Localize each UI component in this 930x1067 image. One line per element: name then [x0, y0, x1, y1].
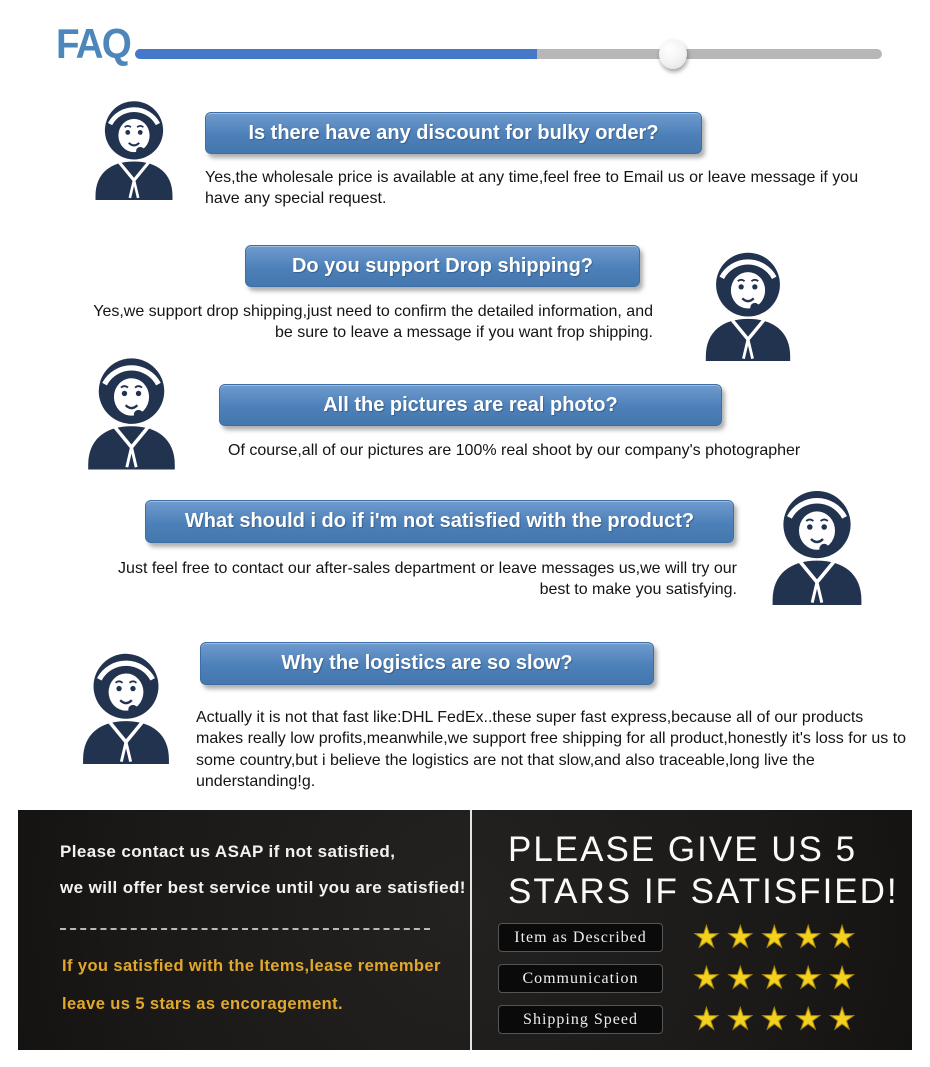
star-icon[interactable]: ★ [794, 920, 822, 954]
feedback-banner [18, 810, 912, 1050]
star-icon[interactable]: ★ [828, 1002, 856, 1036]
support-agent-icon [688, 247, 808, 361]
support-agent-icon [68, 645, 184, 767]
star-icon[interactable]: ★ [693, 1002, 720, 1036]
support-agent-icon [757, 484, 877, 606]
question-button-5[interactable]: Why the logistics are so slow? [200, 642, 654, 685]
progress-slider [135, 49, 882, 59]
answer-text-4: Just feel free to contact our after-sales department or leave messages us,we will try our best to make you satisfying. [118, 560, 737, 599]
rating-row-communication [498, 961, 856, 995]
dashed-separator [60, 928, 430, 930]
banner-note-white-2: we will offer best service until you are satisfied! [60, 878, 466, 897]
star-icon[interactable]: ★ [760, 920, 788, 954]
page-title: FAQ [56, 20, 130, 67]
answer-text-5: Actually it is not that fast like:DHL FedEx..these super fast express,because all of our products makes really low profits,meanwhile,we support free shipping for all product,honestly it's loss for us to some country,but i believe the logistics are not that slow,and also traceable,long live the understanding!g. [196, 709, 907, 790]
star-icon[interactable]: ★ [760, 1002, 788, 1036]
star-icon[interactable]: ★ [828, 961, 856, 995]
answer-text-3: Of course,all of our pictures are 100% real shoot by our company's photographer [228, 442, 801, 459]
slider-fill [135, 49, 537, 59]
question-button-2[interactable]: Do you support Drop shipping? [245, 245, 640, 287]
star-icon[interactable]: ★ [794, 1002, 822, 1036]
star-icon[interactable]: ★ [794, 961, 822, 995]
slider-knob[interactable] [659, 39, 687, 69]
question-button-1[interactable]: Is there have any discount for bulky order? [205, 112, 702, 154]
question-button-4[interactable]: What should i do if i'm not satisfied with the product? [145, 500, 734, 543]
star-rating [693, 961, 856, 995]
banner-divider [470, 810, 472, 1050]
banner-note-yellow-1: If you satisfied with the Items,lease remember [62, 957, 441, 975]
star-icon[interactable]: ★ [693, 961, 720, 995]
banner-note-white-1: Please contact us ASAP if not satisfied, [60, 842, 396, 861]
star-icon[interactable]: ★ [726, 920, 754, 954]
support-agent-icon [75, 96, 193, 200]
answer-text-2: Yes,we support drop shipping,just need to confirm the detailed information, and be sure to leave a message if you want frop shipping. [93, 303, 653, 342]
support-agent-icon [73, 352, 190, 470]
star-icon[interactable]: ★ [726, 961, 754, 995]
star-icon[interactable]: ★ [828, 920, 856, 954]
rating-label-pill: Shipping Speed [498, 1005, 663, 1034]
rating-row-shipping-speed [498, 1002, 856, 1036]
star-icon[interactable]: ★ [693, 920, 720, 954]
banner-title-line2: STARS IF SATISFIED! [508, 872, 899, 911]
banner-note-yellow-2: leave us 5 stars as encoragement. [62, 995, 344, 1013]
star-icon[interactable]: ★ [760, 961, 788, 995]
star-rating [693, 920, 856, 954]
question-button-3[interactable]: All the pictures are real photo? [219, 384, 722, 426]
rating-label-pill: Item as Described [498, 923, 663, 952]
star-icon[interactable]: ★ [726, 1002, 754, 1036]
star-rating [693, 1002, 856, 1036]
banner-title-line1: PLEASE GIVE US 5 [508, 830, 858, 869]
rating-row-item-as-described [498, 920, 856, 954]
answer-text-1: Yes,the wholesale price is available at any time,feel free to Email us or leave message if you have any special request. [205, 169, 859, 208]
rating-label-pill: Communication [498, 964, 663, 993]
